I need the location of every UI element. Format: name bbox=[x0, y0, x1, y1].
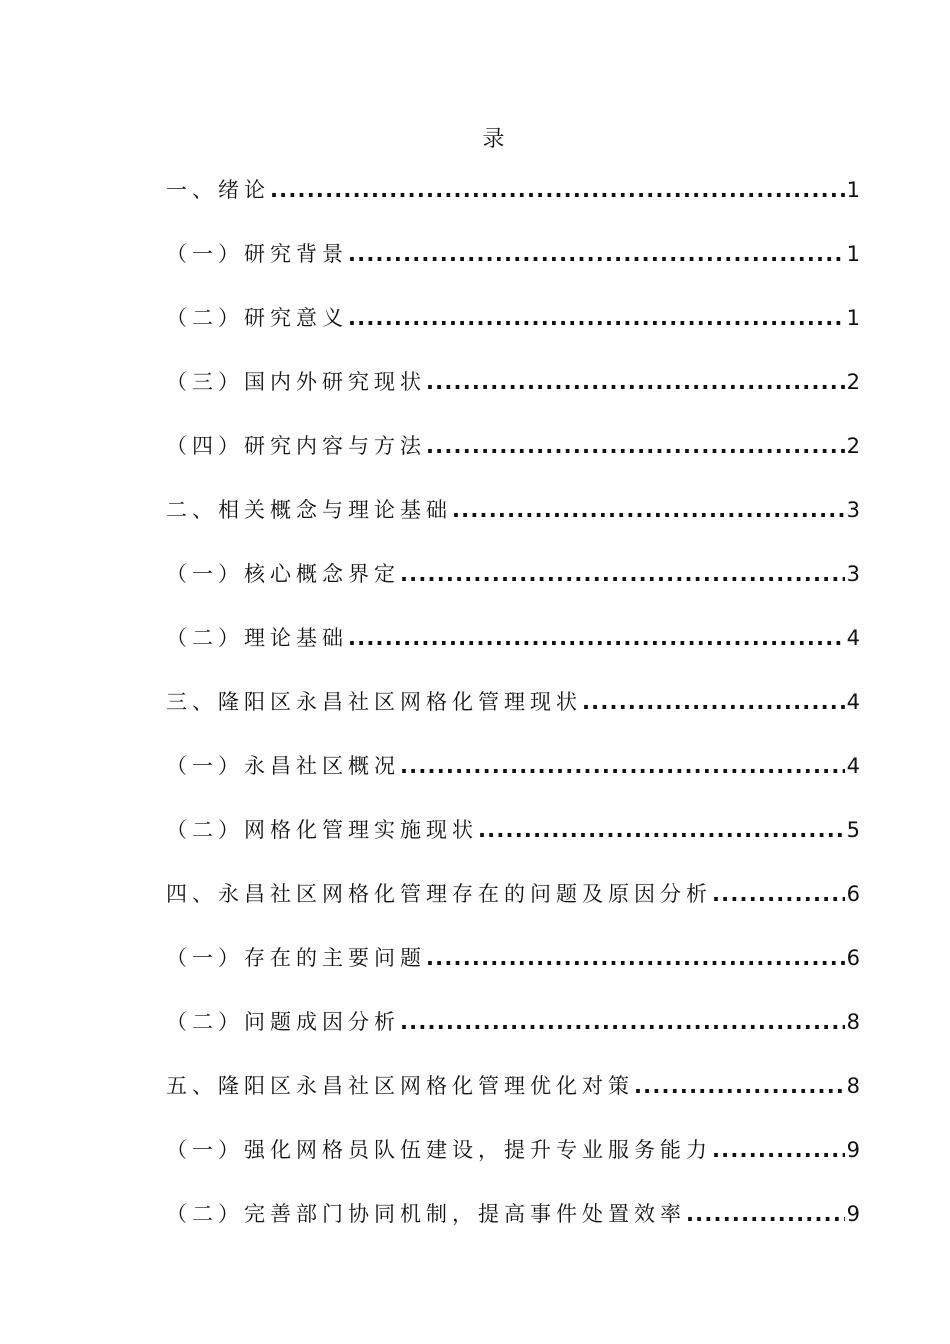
toc-entry-4-1[interactable] bbox=[166, 938, 860, 1002]
toc-dot-leader bbox=[348, 234, 845, 274]
toc-page-number: 9 bbox=[846, 1202, 860, 1226]
toc-entry-3[interactable] bbox=[166, 682, 860, 746]
toc-dot-leader bbox=[686, 1194, 845, 1234]
toc-entry-text: （四）研究内容与方法 bbox=[166, 434, 426, 458]
toc-entry-5-1[interactable] bbox=[166, 1130, 860, 1194]
toc-entry-text: （三）国内外研究现状 bbox=[166, 370, 426, 394]
toc-dot-leader bbox=[348, 618, 845, 658]
toc-page-number: 1 bbox=[846, 178, 860, 202]
toc-entry-text: （二）问题成因分析 bbox=[166, 1010, 400, 1034]
toc-dot-leader bbox=[452, 490, 845, 530]
toc-page-number: 4 bbox=[846, 754, 860, 778]
toc-entry-text: （二）理论基础 bbox=[166, 626, 348, 650]
toc-dot-leader bbox=[478, 810, 845, 850]
toc-list bbox=[166, 170, 860, 1258]
toc-page-number: 4 bbox=[846, 690, 860, 714]
toc-entry-4-2[interactable] bbox=[166, 1002, 860, 1066]
toc-title: 录 bbox=[482, 127, 506, 152]
toc-page-number: 2 bbox=[846, 370, 860, 394]
toc-dot-leader bbox=[712, 874, 845, 914]
toc-entry-text: （二）研究意义 bbox=[166, 306, 348, 330]
toc-entry-1-2[interactable] bbox=[166, 298, 860, 362]
toc-page-number: 3 bbox=[846, 498, 860, 522]
toc-dot-leader bbox=[400, 746, 845, 786]
toc-page-number: 3 bbox=[846, 562, 860, 586]
toc-entry-text: （一）永昌社区概况 bbox=[166, 754, 400, 778]
toc-page-number: 9 bbox=[846, 1138, 860, 1162]
toc-page-number: 6 bbox=[846, 946, 860, 970]
toc-page-number: 4 bbox=[846, 626, 860, 650]
toc-entry-5-2[interactable] bbox=[166, 1194, 860, 1258]
toc-entry-2-1[interactable] bbox=[166, 554, 860, 618]
toc-entry-text: （一）强化网格员队伍建设，提升专业服务能力 bbox=[166, 1138, 712, 1162]
toc-page-number: 1 bbox=[846, 306, 860, 330]
toc-entry-text: 一、绪论 bbox=[166, 178, 270, 202]
toc-dot-leader bbox=[712, 1130, 845, 1170]
toc-entry-text: 五、隆阳区永昌社区网格化管理优化对策 bbox=[166, 1074, 634, 1098]
toc-entry-1-3[interactable] bbox=[166, 362, 860, 426]
toc-entry-4[interactable] bbox=[166, 874, 860, 938]
toc-entry-text: 四、永昌社区网格化管理存在的问题及原因分析 bbox=[166, 882, 712, 906]
toc-entry-text: （二）网格化管理实施现状 bbox=[166, 818, 478, 842]
toc-entry-1-4[interactable] bbox=[166, 426, 860, 490]
toc-dot-leader bbox=[582, 682, 845, 722]
toc-entry-text: （二）完善部门协同机制，提高事件处置效率 bbox=[166, 1202, 686, 1226]
toc-entry-5[interactable] bbox=[166, 1066, 860, 1130]
toc-entry-2-2[interactable] bbox=[166, 618, 860, 682]
toc-dot-leader bbox=[426, 938, 845, 978]
toc-entry-3-2[interactable] bbox=[166, 810, 860, 874]
toc-page-number: 6 bbox=[846, 882, 860, 906]
toc-entry-1-1[interactable] bbox=[166, 234, 860, 298]
toc-dot-leader bbox=[270, 170, 845, 210]
toc-entry-text: （一）存在的主要问题 bbox=[166, 946, 426, 970]
toc-dot-leader bbox=[400, 554, 845, 594]
toc-entry-2[interactable] bbox=[166, 490, 860, 554]
toc-page-number: 8 bbox=[846, 1074, 860, 1098]
toc-dot-leader bbox=[426, 362, 845, 402]
toc-entry-text: （一）研究背景 bbox=[166, 242, 348, 266]
toc-dot-leader bbox=[348, 298, 845, 338]
toc-page-number: 5 bbox=[846, 818, 860, 842]
toc-page-number: 8 bbox=[846, 1010, 860, 1034]
toc-page-number: 2 bbox=[846, 434, 860, 458]
toc-dot-leader bbox=[634, 1066, 845, 1106]
toc-entry-text: （一）核心概念界定 bbox=[166, 562, 400, 586]
toc-entry-text: 二、相关概念与理论基础 bbox=[166, 498, 452, 522]
toc-entry-text: 三、隆阳区永昌社区网格化管理现状 bbox=[166, 690, 582, 714]
toc-page-number: 1 bbox=[846, 242, 860, 266]
toc-entry-3-1[interactable] bbox=[166, 746, 860, 810]
toc-dot-leader bbox=[426, 426, 845, 466]
toc-entry-1[interactable] bbox=[166, 170, 860, 234]
toc-dot-leader bbox=[400, 1002, 845, 1042]
